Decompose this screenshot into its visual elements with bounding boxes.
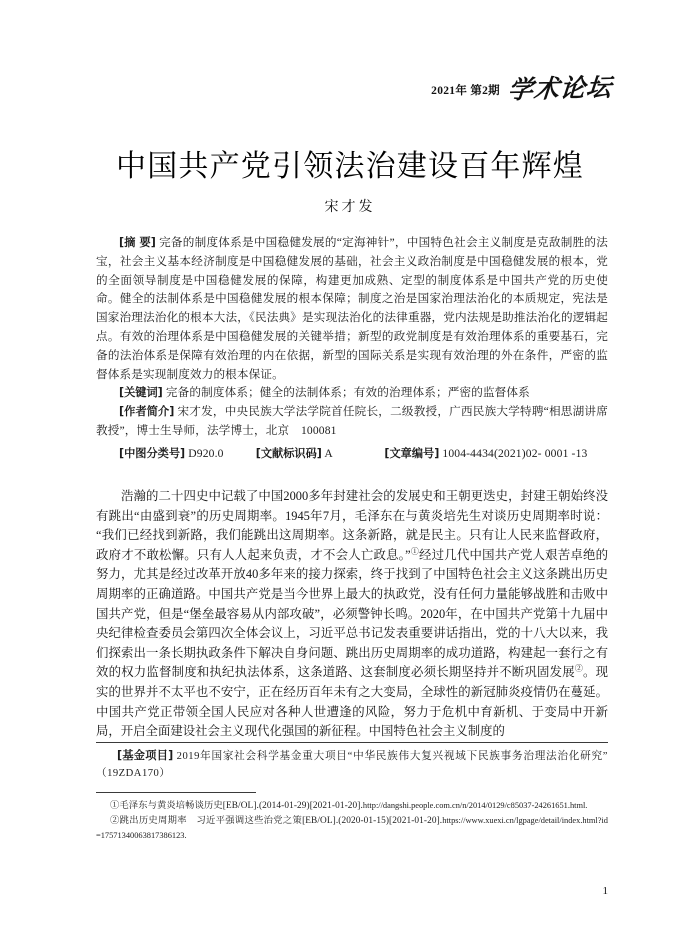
- body-text-part-b: 经过几代中国共产党人艰苦卓绝的努力，尤其是经过改革开放40多年来的接力探索，终于找到了中国特色社会主义这条跳出历史周期率的正确道路。中国共产党是当今世界上最大的执政党，没有任何力量能够战胜和击败中国共产党，但是“堡垒最容易从内部攻破”，必须警钟长鸣。2020年，在中国共产党第十九届中央纪律检查委员会第四次全体会议上，习近平总书记发表重要讲话指出，党的十八大以来，我们探索出一条长期执政条件下解决自身问题、跳出历史周期率的成功道路，构建起一套行之有效的权力监督制度和执纪执法体系，这条道路、这套制度必须长期坚持并不断巩固发展: [96, 547, 609, 680]
- running-head: [431, 72, 614, 105]
- author-name: 宋才发: [324, 200, 376, 215]
- keywords-label: [关键词]: [119, 386, 163, 400]
- footnote-url[interactable]: https://www.xuexi.cn/lgpage/detail/index.html?id=17571340063817386123.: [96, 816, 608, 840]
- footnote-divider-short: [96, 792, 256, 793]
- footnote-item: [96, 814, 608, 843]
- author-bio-block: [96, 403, 608, 441]
- abstract-text: 完备的制度体系是中国稳健发展的“定海神针”，中国特色社会主义制度是克敌制胜的法宝，社会主义基本经济制度是中国稳健发展的基础，社会主义政治制度是中国稳健发展的根本，党的全面领导制度是中国稳健发展的保障，构建更加成熟、定型的制度体系是中国共产党的历史使命。健全的法制体系是中国稳健发展的根本保障；制度之治是国家治理法治化的本质规定，宪法是国家治理法治化的根本大法，《民法典》是实现法治化的法律重器，党内法规是助推法治化的逻辑起点。有效的治理体系是中国稳健发展的关键举措；新型的政党制度是有效治理体系的重要基石，完备的法治体系是保障有效治理的内在依据，新型的国际关系是实现有效治理的外在条件，严密的监督体系是实现制度效力的根本保证。: [96, 236, 608, 381]
- body-text-part-c: 。现实的世界并不太平也不安宁，正在经历百年未有之大变局，全球性的新冠肺炎疫情仍在蔓延。中国共产党正带领全国人民应对各种人世遭逢的风险，努力于危机中育新机、于变局中开新局，开启全面建设社会主义现代化强国的新征程。中国特色社会主义制度的: [96, 665, 609, 739]
- page-notes: [96, 742, 608, 844]
- page-title: 中国共产党引领法治建设百年辉煌: [116, 149, 584, 185]
- footnote-text: 毛泽东与黄炎培畅谈历史[EB/OL].(2014-01-29)[2021-01-20].: [119, 800, 363, 811]
- issue-label: 2021年 第2期: [431, 85, 500, 97]
- fund-project-label: [基金项目]: [117, 749, 174, 762]
- identifier-row: [96, 445, 608, 464]
- clc-value: D920.0: [188, 446, 224, 460]
- footnote-ref-1[interactable]: ①: [410, 546, 420, 556]
- footnote-ref-2[interactable]: ②: [574, 664, 584, 674]
- keywords-text: 完备的制度体系；健全的法制体系；有效的治理体系；严密的监督体系: [165, 386, 530, 400]
- footnote-text: 跳出历史周期率 习近平强调这些治党之策[EB/OL].(2020-01-15)[2021-01-20].: [119, 816, 443, 827]
- fund-project-note: [96, 747, 608, 783]
- body-text-part-a: 浩瀚的二十四史中记载了中国2000多年封建社会的发展史和王朝更迭史，封建王朝始终没有跳出“由盛到衰”的历史周期率。1945年7月，毛泽东在与黄炎培先生对谈历史周期率时说：“我们已经找到新路，我们能跳出这周期率。这条新路，就是民主。只有让人民来监督政府，政府才不敢松懈。只有人人起来负责，才不会人亡政息。”: [96, 489, 608, 562]
- author-bio-text: 宋才发，中央民族大学法学院首任院长，二级教授，广西民族大学特聘“相思湖讲席教授”，博士生导师，法学博士，北京 100081: [96, 405, 608, 437]
- abstract-block: [96, 234, 608, 384]
- document-code-label: [文献标识码]: [255, 446, 322, 460]
- notes-divider-full: [96, 742, 608, 743]
- keywords-block: [96, 384, 608, 403]
- author-bio-label: [作者简介]: [119, 405, 175, 419]
- journal-name-calligraphy: 学术论坛: [506, 72, 614, 105]
- body-paragraph: [96, 487, 608, 742]
- clc-label: [中图分类号]: [119, 446, 186, 460]
- footnote-url[interactable]: http://dangshi.people.com.cn/n/2014/0129/c85037-24261651.html.: [362, 800, 588, 810]
- footnote-marker: ②: [110, 816, 120, 827]
- fund-project-text: 2019年国家社会科学基金重大项目“中华民族伟大复兴视域下民族事务治理法治化研究”（19ZDA170）: [96, 751, 608, 780]
- article-id-value: 1004-4434(2021)02- 0001 -13: [442, 446, 588, 460]
- article-id-label: [文章编号]: [384, 446, 440, 460]
- frontmatter: [96, 234, 608, 464]
- footnote-marker: ①: [110, 800, 120, 811]
- document-code-value: A: [324, 446, 333, 460]
- abstract-label: [摘 要]: [119, 236, 156, 249]
- footnote-item: [96, 799, 608, 814]
- page-number: 1: [602, 885, 608, 897]
- article-body: [96, 487, 608, 742]
